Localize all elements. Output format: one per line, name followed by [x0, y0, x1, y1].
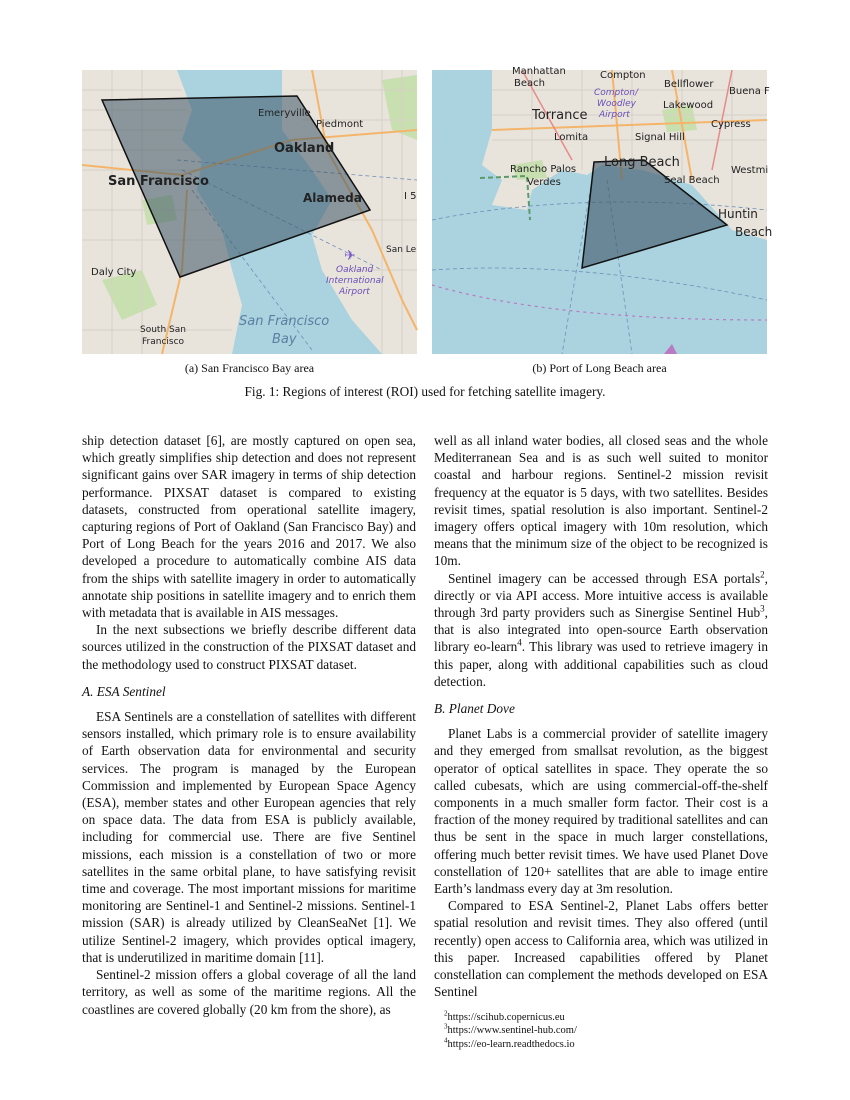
label-lakewood: Lakewood: [663, 100, 714, 111]
section-heading-planet-dove: B. Planet Dove: [434, 701, 515, 717]
footnote-link[interactable]: https://eo-learn.readthedocs.io: [447, 1038, 575, 1050]
footnote: $^3$https://www.sentinel-hub.com/: [444, 1022, 577, 1036]
label-i5: I 5: [404, 191, 417, 202]
map-long-beach: [432, 66, 773, 354]
label-huntington-line2: Beach: [735, 225, 773, 239]
label-emeryville: Emeryville: [258, 108, 311, 119]
label-rpv-line2: Verdes: [527, 177, 561, 188]
subcaption-a: (a) San Francisco Bay area: [184, 361, 315, 375]
label-airport-line2: International: [326, 276, 384, 286]
paragraph: In the next subsections we briefly describe different data sources utilized in the construction of the PIXSAT dataset and the methodology used to construct PIXSAT dataset.: [82, 622, 416, 672]
label-huntington-line1: Huntin: [718, 207, 758, 221]
label-oakland: Oakland: [274, 141, 335, 156]
footnote-link[interactable]: https://www.sentinel-hub.com/: [447, 1025, 577, 1036]
svg-text:✈: ✈: [344, 249, 356, 264]
label-ssf-line2: Francisco: [142, 337, 185, 347]
label-airport-line3: Airport: [339, 287, 370, 297]
left-column: [82, 432, 416, 1018]
right-column: [434, 432, 768, 1051]
label-signal-hill: Signal Hill: [635, 132, 685, 143]
paragraph: Compared to ESA Sentinel-2, Planet Labs offers better spatial resolution and revisit times. They also offered (until recently) open access to California area, which was utilized in this paper. Increased capabilities offered by Planet constellation can complement the methods developed on ESA Sentinel: [434, 898, 768, 1000]
label-san-francisco: San Francisco: [108, 174, 209, 189]
label-sf-bay-line1: San Francisco: [239, 314, 330, 329]
paragraph: ship detection dataset [6], are mostly captured on open sea, which greatly simplifies ship detection and does not represent significant gains over SAR imagery in terms of ship detection performance. PIXSAT dataset is compared to existing datasets, constructed from operational satellite imagery, capturing regions of Port of Oakland (San Francisco Bay) and Port of Long Beach for the years 2016 and 2017. We also developed a procedure to automatically combine AIS data from the ships with satellite imagery in order to automatically annotate ship positions in satellite imagery and to enrich them with metadata that is available in AIS messages.: [82, 433, 416, 621]
label-piedmont: Piedmont: [316, 119, 364, 130]
footnote-mark[interactable]: 2: [760, 569, 765, 580]
label-ssf-line1: South San: [140, 325, 186, 335]
label-lomita: Lomita: [554, 132, 589, 143]
label-manhattan-line2: Beach: [514, 78, 545, 89]
footnote: $^2$https://scihub.copernicus.eu: [444, 1009, 565, 1023]
footnote-mark[interactable]: 3: [760, 603, 765, 614]
label-alameda: Alameda: [303, 191, 362, 205]
paragraph-with-footnotes: Sentinel imagery can be accessed through ESA portals$^2$, directly or via API access. More intuitive access is available through 3rd party providers such as Sinergise Sentinel Hub$^3$, that is also integrated into open-source Earth observation library eo-learn$^4$. This library was used to retrieve imagery in this paper, along with additional capabilities such as cloud detection.: [434, 569, 768, 689]
paragraph: Planet Labs is a commercial provider of satellite imagery and they emerged from smallsat revolution, as the biggest operator of optical satellites in space. They operate the so called cubesats, which are using commercial-off-the-shelf components in a much smaller form factor. Their cost is a fraction of the money required by traditional satellites and can thus be sent in the space in much larger constellations, offering much better revisit times. We have used Planet Dove constellation of 120+ satellites that are able to image entire Earth’s landmass every day at 3m resolution.: [434, 726, 768, 897]
footnote-link[interactable]: https://scihub.copernicus.eu: [447, 1011, 565, 1023]
label-cwa-line2: Woodley: [597, 99, 636, 109]
label-torrance: Torrance: [532, 108, 588, 123]
label-airport-line1: Oakland: [336, 265, 374, 275]
label-rpv-line1: Rancho Palos: [510, 164, 577, 175]
label-westminster: Westmi: [731, 165, 769, 176]
subcaption-b: (b) Port of Long Beach area: [532, 361, 667, 375]
label-san-le: San Le: [386, 245, 417, 255]
paragraph: Sentinel-2 mission offers a global coverage of all the land territory, as well as some of the maritime regions. All the coastlines are covered globally (20 km from the shore), as: [82, 967, 416, 1017]
label-long-beach: Long Beach: [604, 155, 680, 170]
footnote-mark[interactable]: 4: [517, 638, 522, 649]
paragraph: ESA Sentinels are a constellation of satellites with different sensors installed, which primary role is to ensure availability of Earth observation data for environmental and security services. The program is managed by the European Commission and implemented by European Space Agency (ESA), member states and other European agencies that rely on space data. The data from ESA is publicly available, including for commercial use. There are five Sentinel missions, each mission is a constellation of two or more satellites in the same orbital plane, to have satisfying revisit time and coverage. The most important missions for maritime monitoring are Sentinel-1 and Sentinel-2 missions. Sentinel-1 mission (SAR) is already utilized by CleanSeaNet [1]. We utilize Sentinel-2 imagery, which provides optical imagery, that is underutilized in maritime domain [11].: [82, 709, 416, 965]
label-cypress: Cypress: [711, 119, 751, 130]
label-sf-bay-line2: Bay: [272, 332, 297, 347]
label-buena: Buena F: [729, 86, 770, 97]
label-seal-beach: Seal Beach: [664, 175, 720, 186]
label-cwa-line3: Airport: [599, 110, 630, 120]
label-manhattan-line1: Manhattan: [512, 66, 566, 77]
map-san-francisco-bay: [82, 70, 417, 354]
label-compton: Compton: [600, 70, 646, 81]
paragraph: well as all inland water bodies, all closed seas and the whole Mediterranean Sea and is as such well suited to monitor coastal and harbour regions. Sentinel-2 mission revisit frequency at the equator is 5 days, with two satellites. Besides revisit times, spatial resolution is also important. Sentinel-2 imagery offers optical imagery with 10m resolution, which means that the minimum size of the object to be recognized is 10m.: [434, 433, 768, 569]
section-heading-esa-sentinel: A. ESA Sentinel: [82, 683, 166, 699]
figure-caption: Fig. 1: Regions of interest (ROI) used for fetching satellite imagery.: [244, 384, 606, 399]
label-daly-city: Daly City: [91, 267, 137, 278]
label-cwa-line1: Compton/: [594, 88, 639, 98]
footnote: $^4$https://eo-learn.readthedocs.io: [444, 1036, 575, 1050]
footnotes: [434, 1011, 768, 1052]
label-bellflower: Bellflower: [664, 79, 714, 90]
